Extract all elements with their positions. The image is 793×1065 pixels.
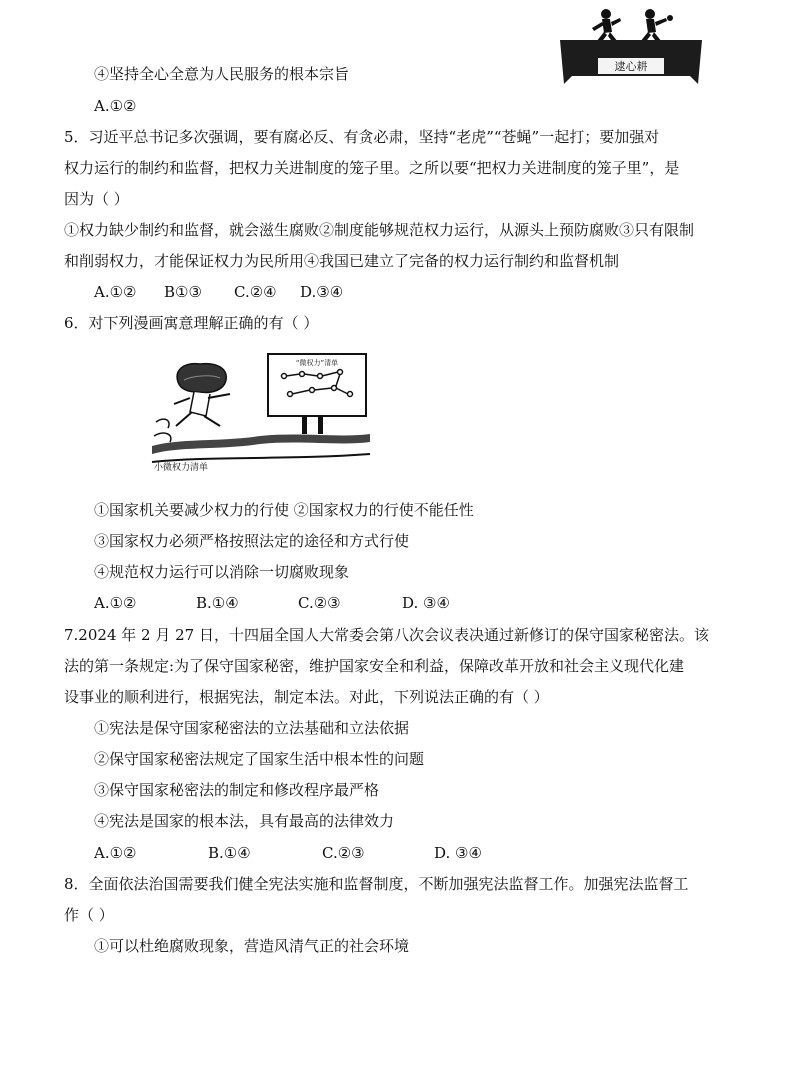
q7-item-2: ②保守国家秘密法规定了国家生活中根本性的问题	[94, 750, 425, 768]
q5-option-b: B①③	[164, 283, 202, 301]
q7-item-1: ①宪法是保守国家秘密法的立法基础和立法依据	[94, 719, 410, 737]
q7-item-3: ③保守国家秘密法的制定和修改程序最严格	[94, 781, 380, 799]
q8-stem-line-2: 作（ ）	[64, 906, 114, 924]
q5-stem-line-1: 5．习近平总书记多次强调，要有腐必反、有贪必肃，坚持“老虎”“苍蝇”一起打；要加强对	[64, 128, 660, 146]
runner-figure-right	[640, 9, 673, 44]
q7-option-c: C.②③	[322, 844, 365, 862]
q7-stem-line-2: 法的第一条规定:为了保守国家秘密，维护国家安全和利益，保障改革开放和社会主义现代化建	[64, 657, 685, 675]
q5-option-d: D.③④	[300, 283, 344, 301]
q6-item-3: ③国家权力必须严格按照法定的途径和方式行使	[94, 532, 410, 550]
q4-item-4: ④坚持全心全意为人民服务的根本宗旨	[94, 65, 350, 83]
q6-option-c: C.②③	[298, 594, 341, 612]
q5-stem-line-2: 权力运行的制约和监督，把权力关进制度的笼子里。之所以要“把权力关进制度的笼子里”，是	[64, 159, 680, 177]
q7-option-b: B.①④	[208, 844, 251, 862]
header-logo	[558, 6, 704, 86]
cartoon-caption: 小微权力清单	[154, 463, 209, 473]
q8-stem-line-1: 8．全面依法治国需要我们健全宪法实施和监督制度，不断加强宪法监督工作。加强宪法监督工	[64, 875, 689, 893]
ground	[152, 434, 370, 462]
q5-option-a: A.①②	[94, 283, 137, 301]
q5-options	[94, 282, 343, 302]
q5-items-line-1: ①权力缺少制约和监督，就会滋生腐败②制度能够规范权力运行，从源头上预防腐败③只有限制	[64, 221, 695, 239]
q6-item-1-2: ①国家机关要减少权力的行使 ②国家权力的行使不能任性	[94, 501, 474, 519]
banner-caption: 逮心耕	[614, 60, 648, 73]
signboard	[268, 354, 366, 434]
cartoon-illustration	[150, 350, 372, 474]
q7-option-d: D. ③④	[434, 844, 482, 862]
q5-option-c: C.②④	[234, 283, 277, 301]
q6-option-a: A.①②	[94, 594, 137, 612]
q7-option-a: A.①②	[94, 844, 137, 862]
q5-stem-line-3: 因为（ ）	[64, 190, 129, 208]
running-figure	[154, 364, 230, 442]
q7-item-4: ④宪法是国家的根本法，具有最高的法律效力	[94, 812, 395, 830]
q6-item-4: ④规范权力运行可以消除一切腐败现象	[94, 563, 350, 581]
q7-stem-line-1: 7.2024 年 2 月 27 日，十四届全国人大常委会第八次会议表决通过新修订的保守国家秘密法。该	[64, 626, 709, 644]
q8-item-1: ①可以杜绝腐败现象，营造风清气正的社会环境	[94, 937, 410, 955]
q4-answer-a: A.①②	[94, 97, 137, 115]
q6-options	[94, 593, 450, 613]
q7-options	[94, 843, 482, 863]
q6-option-b: B.①④	[196, 594, 239, 612]
q6-option-d: D. ③④	[402, 594, 450, 612]
runner-figure-left	[592, 9, 621, 44]
signboard-title: “微权力”清单	[295, 359, 339, 367]
q5-items-line-2: 和削弱权力，才能保证权力为民所用④我国已建立了完备的权力运行制约和监督机制	[64, 252, 620, 270]
q6-stem: 6．对下列漫画寓意理解正确的有（ ）	[64, 314, 319, 332]
q7-stem-line-3: 设事业的顺利进行，根据宪法，制定本法。对此，下列说法正确的有（ ）	[64, 688, 549, 706]
